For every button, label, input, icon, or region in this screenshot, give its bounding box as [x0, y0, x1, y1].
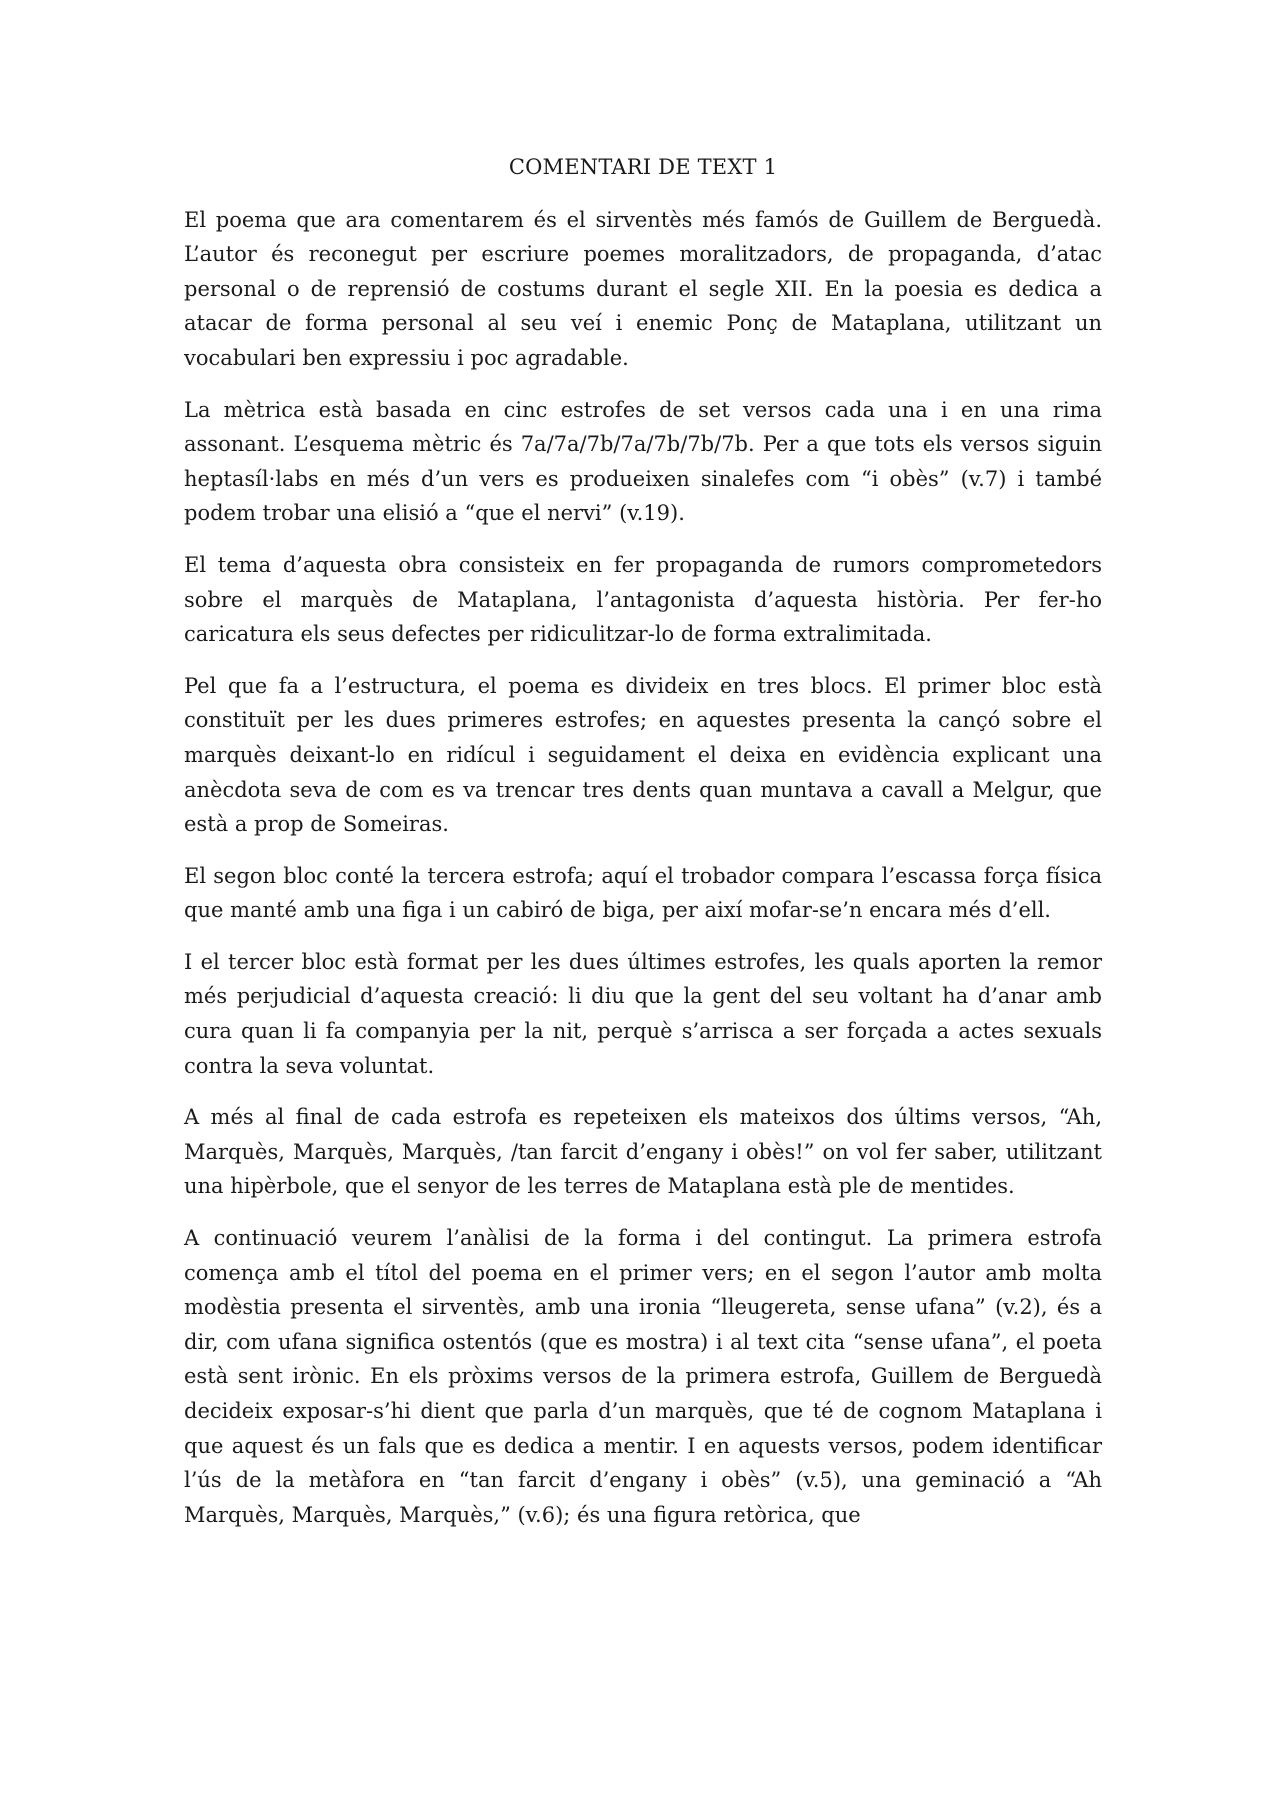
- paragraph-third-block: I el tercer bloc està format per les dues últimes estrofes, les quals aporten la remor més perjudicial d’aquesta creació: li diu que la gent del seu voltant ha d’anar amb cura quan li fa companyia per la nit, perquè s’arrisca a ser forçada a actes sexuals contra la seva voluntat.: [184, 949, 1102, 1078]
- paragraph-theme: El tema d’aquesta obra consisteix en fer propaganda de rumors comprometedors sobre el marquès de Mataplana, l’antagonista d’aquesta història. Per fer-ho caricatura els seus defectes per ridiculitzar-lo de forma extralimitada.: [184, 552, 1102, 647]
- paragraph-analysis: A continuació veurem l’anàlisi de la forma i del contingut. La primera estrofa comença amb el títol del poema en el primer vers; en el segon l’autor amb molta modèstia presenta el sirventès, amb una ironia “lleugereta, sense ufana” (v.2), és a dir, com ufana significa ostentós (que es mostra) i al text cita “sense ufana”, el poeta està sent irònic. En els pròxims versos de la primera estrofa, Guillem de Berguedà decideix exposar-s’hi dient que parla d’un marquès, que té de cognom Mataplana i que aquest és un fals que es dedica a mentir. I en aquests versos, podem identificar l’ús de la metàfora en “tan farcit d’engany i obès” (v.5), una geminació a “Ah Marquès, Marquès, Marquès,” (v.6); és una figura retòrica, que: [184, 1226, 1102, 1527]
- paragraph-refrain: A més al final de cada estrofa es repeteixen els mateixos dos últims versos, “Ah, Marquès, Marquès, Marquès, /tan farcit d’engany i obès!” on vol fer saber, utilitzant una hipèrbole, que el senyor de les terres de Mataplana està ple de mentides.: [184, 1105, 1102, 1199]
- paragraph-second-block: El segon bloc conté la tercera estrofa; aquí el trobador compara l’escassa força física que manté amb una figa i un cabiró de biga, per així mofar-se’n encara més d’ell.: [184, 863, 1102, 923]
- document-body: [184, 150, 1102, 1549]
- paragraph-intro: El poema que ara comentarem és el sirventès més famós de Guillem de Berguedà. L’autor és reconegut per escriure poemes moralitzadors, de propaganda, d’atac personal o de reprensió de costums durant el segle XII. En la poesia es dedica a atacar de forma personal al seu veí i enemic Ponç de Mataplana, utilitzant un vocabulari ben expressiu i poc agradable.: [184, 207, 1102, 370]
- paragraph-structure: Pel que fa a l’estructura, el poema es divideix en tres blocs. El primer bloc està constituït per les dues primeres estrofes; en aquestes presenta la cançó sobre el marquès deixant-lo en ridícul i seguidament el deixa en evidència explicant una anècdota seva de com es va trencar tres dents quan muntava a cavall a Melgur, que està a prop de Someiras.: [184, 673, 1102, 837]
- document-title: COMENTARI DE TEXT 1: [508, 155, 778, 179]
- paragraph-metrics: La mètrica està basada en cinc estrofes de set versos cada una i en una rima assonant. L’esquema mètric és 7a/7a/7b/7a/7b/7b/7b. Per a que tots els versos siguin heptasíl·labs en més d’un vers es produeixen sinalefes com “i obès” (v.7) i també podem trobar una elisió a “que el nervi” (v.19).: [184, 397, 1102, 526]
